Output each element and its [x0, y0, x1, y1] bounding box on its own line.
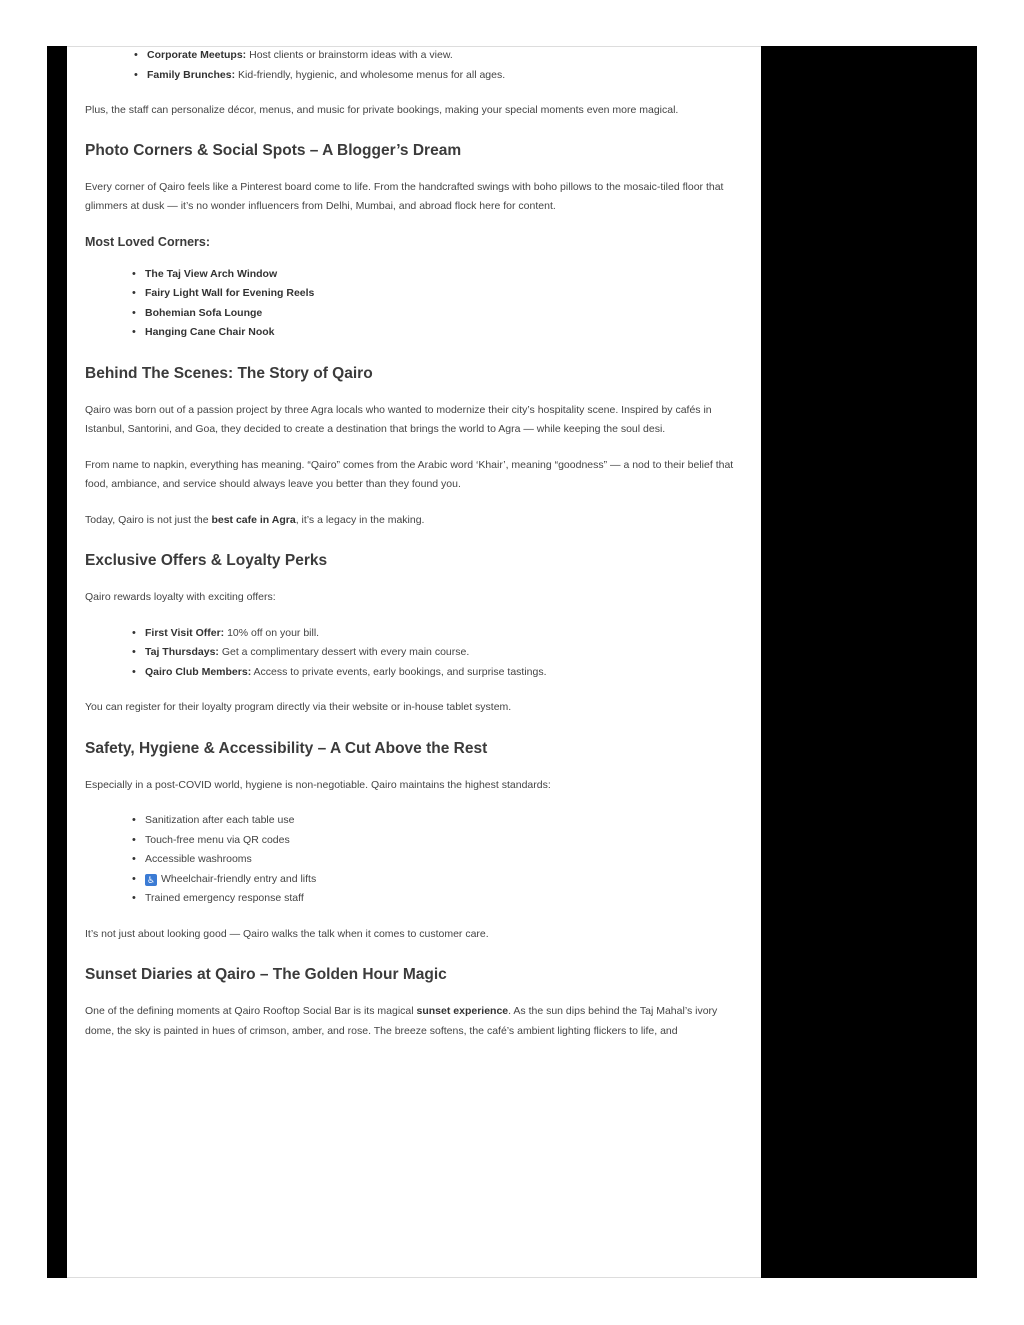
- photo-corners-heading: Photo Corners & Social Spots – A Blogger’s Dream: [85, 141, 462, 159]
- safety-heading: Safety, Hygiene & Accessibility – A Cut Above the Rest: [85, 739, 488, 757]
- list-item: • Qairo Club Members: Access to private events, early bookings, and surprise tastings.: [85, 663, 745, 683]
- list-item: • Family Brunches: Kid-friendly, hygienic, and wholesome menus for all ages.: [85, 66, 745, 86]
- offers-heading: Exclusive Offers & Loyalty Perks: [85, 552, 328, 569]
- story-heading: Behind The Scenes: The Story of Qairo: [85, 364, 373, 382]
- list-item: • Accessible washrooms: [85, 850, 745, 870]
- offers-outro: You can register for their loyalty program directly via their website or in-house tablet system.: [85, 701, 512, 713]
- sunset-paragraph: One of the defining moments at Qairo Rooftop Social Bar is its magical sunset experience. As the sun dips behind the Taj Mahal’s ivory dome, the sky is painted in hues of crimson, amber, and rose. The breeze softens, the café’s ambient lighting flickers to life, and: [85, 1005, 718, 1037]
- safety-outro: It’s not just about looking good — Qairo walks the talk when it comes to customer care.: [85, 927, 489, 940]
- list-item: • ♿ Wheelchair-friendly entry and lifts: [85, 870, 745, 890]
- wheelchair-icon: ♿: [146, 874, 156, 885]
- offers-intro: Qairo rewards loyalty with exciting offers:: [85, 591, 276, 603]
- plus-paragraph: Plus, the staff can personalize décor, menus, and music for private bookings, making your special moments even more magical.: [85, 104, 679, 116]
- left-black-bar: [47, 46, 67, 1278]
- right-black-bar: [761, 46, 977, 1278]
- list-item: • First Visit Offer: 10% off on your bill.: [85, 624, 745, 644]
- corners-list: [85, 265, 745, 343]
- list-item: • Touch-free menu via QR codes: [85, 831, 745, 851]
- occasion-list: [85, 46, 745, 85]
- story-paragraph-2: From name to napkin, everything has meaning. “Qairo” comes from the Arabic word ‘Khair’, meaning “goodness” — a nod to their belief that food, ambiance, and service should always leave you better than they found you.: [85, 458, 734, 490]
- most-loved-heading: Most Loved Corners:: [85, 234, 211, 249]
- list-item: • Sanitization after each table use: [85, 811, 745, 831]
- offers-list: [85, 624, 745, 683]
- list-item: • Trained emergency response staff: [85, 889, 745, 909]
- story-paragraph-1: Qairo was born out of a passion project by three Agra locals who wanted to modernize their city’s hospitality scene. Inspired by cafés in Istanbul, Santorini, and Goa, they decided to create a destination that brings the world to Agra — while keeping the soul desi.: [85, 403, 712, 435]
- article-body: [85, 46, 745, 1041]
- list-item: • The Taj View Arch Window: [85, 265, 745, 285]
- list-item: • Bohemian Sofa Lounge: [85, 304, 745, 324]
- list-item: • Taj Thursdays: Get a complimentary dessert with every main course.: [85, 643, 745, 663]
- list-item: • Corporate Meetups: Host clients or brainstorm ideas with a view.: [85, 46, 745, 66]
- sunset-heading: Sunset Diaries at Qairo – The Golden Hour Magic: [85, 966, 447, 983]
- safety-list: [85, 811, 745, 909]
- story-paragraph-3: Today, Qairo is not just the best cafe in Agra, it’s a legacy in the making.: [85, 513, 425, 526]
- safety-intro: Especially in a post-COVID world, hygiene is non-negotiable. Qairo maintains the highest standards:: [85, 778, 551, 791]
- photo-corners-paragraph: Every corner of Qairo feels like a Pinterest board come to life. From the handcrafted swings with boho pillows to the mosaic-tiled floor that glimmers at dusk — it’s no wonder influencers from Delhi, Mumbai, and abroad flock here for content.: [85, 180, 724, 212]
- list-item: • Fairy Light Wall for Evening Reels: [85, 284, 745, 304]
- list-item: • Hanging Cane Chair Nook: [85, 323, 745, 343]
